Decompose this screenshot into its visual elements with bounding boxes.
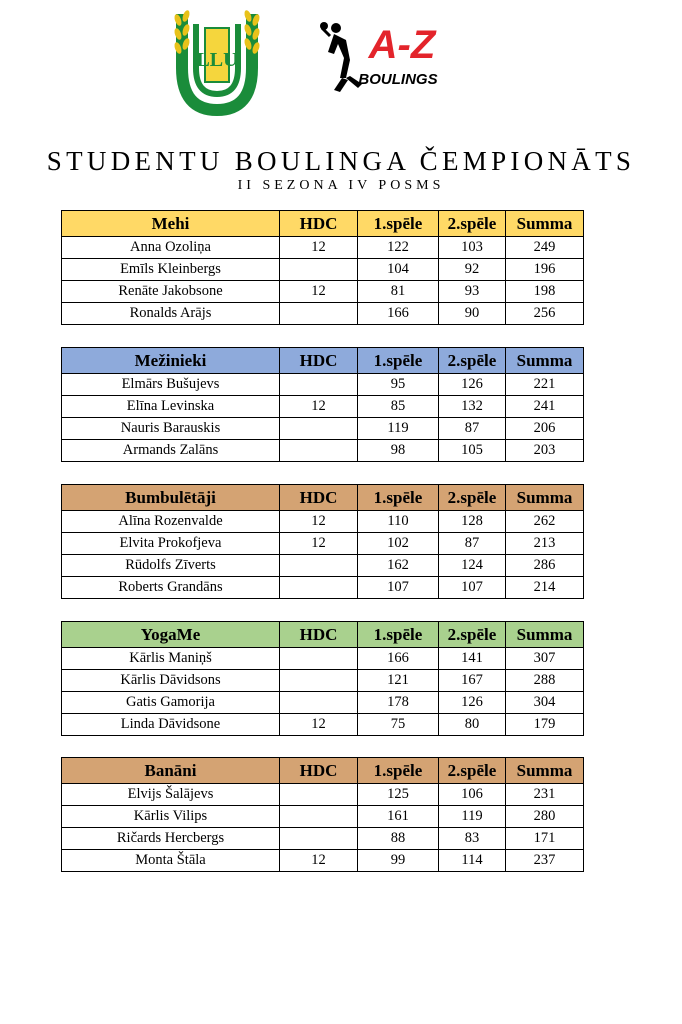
player-sum: 206 [506, 418, 584, 440]
team-name: YogaMe [62, 622, 280, 648]
player-game1: 75 [358, 714, 439, 736]
game2-header: 2.spēle [439, 485, 506, 511]
player-name: Rūdolfs Zīverts [62, 555, 280, 577]
player-hdc [280, 806, 358, 828]
player-hdc: 12 [280, 533, 358, 555]
player-hdc: 12 [280, 281, 358, 303]
hdc-header: HDC [280, 211, 358, 237]
player-hdc [280, 374, 358, 396]
sum-header: Summa [506, 622, 584, 648]
table-row [62, 511, 584, 533]
team-table-mehi [61, 210, 584, 325]
svg-text:BOULINGS: BOULINGS [358, 71, 438, 88]
player-game1: 166 [358, 303, 439, 325]
player-hdc [280, 670, 358, 692]
player-game2: 167 [439, 670, 506, 692]
player-game2: 126 [439, 692, 506, 714]
player-game1: 95 [358, 374, 439, 396]
table-row [62, 237, 584, 259]
player-hdc [280, 303, 358, 325]
player-hdc: 12 [280, 850, 358, 872]
table-row [62, 714, 584, 736]
table-row [62, 374, 584, 396]
player-game1: 99 [358, 850, 439, 872]
player-sum: 214 [506, 577, 584, 599]
table-row [62, 259, 584, 281]
player-game2: 141 [439, 648, 506, 670]
sum-header: Summa [506, 211, 584, 237]
player-name: Elmārs Bušujevs [62, 374, 280, 396]
game2-header: 2.spēle [439, 348, 506, 374]
hdc-header: HDC [280, 758, 358, 784]
player-hdc: 12 [280, 237, 358, 259]
player-game1: 85 [358, 396, 439, 418]
player-name: Renāte Jakobsone [62, 281, 280, 303]
player-name: Kārlis Maniņš [62, 648, 280, 670]
player-sum: 241 [506, 396, 584, 418]
team-table-bumbuletaji [61, 484, 584, 599]
team-table-banani [61, 757, 584, 872]
player-hdc [280, 259, 358, 281]
table-row [62, 555, 584, 577]
player-sum: 221 [506, 374, 584, 396]
sum-header: Summa [506, 485, 584, 511]
player-sum: 262 [506, 511, 584, 533]
player-game2: 90 [439, 303, 506, 325]
player-hdc: 12 [280, 714, 358, 736]
game1-header: 1.spēle [358, 348, 439, 374]
team-header-row [62, 622, 584, 648]
player-name: Armands Zalāns [62, 440, 280, 462]
player-sum: 213 [506, 533, 584, 555]
player-name: Linda Dāvidsone [62, 714, 280, 736]
player-sum: 237 [506, 850, 584, 872]
player-game2: 87 [439, 418, 506, 440]
player-game2: 80 [439, 714, 506, 736]
page-subtitle: II SEZONA IV POSMS [237, 178, 445, 193]
player-hdc [280, 440, 358, 462]
hdc-header: HDC [280, 348, 358, 374]
player-game1: 88 [358, 828, 439, 850]
game2-header: 2.spēle [439, 211, 506, 237]
player-game1: 107 [358, 577, 439, 599]
player-hdc [280, 692, 358, 714]
player-game1: 162 [358, 555, 439, 577]
team-header-row [62, 758, 584, 784]
table-row [62, 440, 584, 462]
player-sum: 307 [506, 648, 584, 670]
player-name: Elīna Levinska [62, 396, 280, 418]
player-hdc [280, 828, 358, 850]
player-game1: 121 [358, 670, 439, 692]
team-name: Bumbulētāji [62, 485, 280, 511]
player-name: Monta Štāla [62, 850, 280, 872]
player-game1: 110 [358, 511, 439, 533]
team-header-row [62, 211, 584, 237]
hdc-header: HDC [280, 622, 358, 648]
player-hdc [280, 648, 358, 670]
sum-header: Summa [506, 758, 584, 784]
player-name: Nauris Barauskis [62, 418, 280, 440]
player-sum: 280 [506, 806, 584, 828]
player-name: Elvita Prokofjeva [62, 533, 280, 555]
table-row [62, 281, 584, 303]
game1-header: 1.spēle [358, 211, 439, 237]
player-sum: 249 [506, 237, 584, 259]
player-game2: 107 [439, 577, 506, 599]
page-title: STUDENTU BOULINGA ČEMPIONĀTS [46, 146, 636, 176]
table-row [62, 670, 584, 692]
player-name: Ričards Hercbergs [62, 828, 280, 850]
player-hdc [280, 418, 358, 440]
player-game1: 166 [358, 648, 439, 670]
player-game2: 128 [439, 511, 506, 533]
team-name: Mehi [62, 211, 280, 237]
table-row [62, 418, 584, 440]
table-row [62, 850, 584, 872]
player-game1: 122 [358, 237, 439, 259]
team-name: Banāni [62, 758, 280, 784]
player-game1: 102 [358, 533, 439, 555]
table-row [62, 828, 584, 850]
player-hdc: 12 [280, 396, 358, 418]
player-name: Anna Ozoliņa [62, 237, 280, 259]
player-game1: 81 [358, 281, 439, 303]
player-name: Kārlis Vilips [62, 806, 280, 828]
player-name: Gatis Gamorija [62, 692, 280, 714]
team-name: Mežinieki [62, 348, 280, 374]
player-name: Roberts Grandāns [62, 577, 280, 599]
svg-text:A-Z: A-Z [368, 23, 436, 67]
az-boulings-logo [320, 18, 460, 96]
player-hdc [280, 555, 358, 577]
logos-area [0, 0, 682, 130]
player-sum: 196 [506, 259, 584, 281]
table-row [62, 648, 584, 670]
player-sum: 304 [506, 692, 584, 714]
game1-header: 1.spēle [358, 622, 439, 648]
table-row [62, 533, 584, 555]
player-hdc: 12 [280, 511, 358, 533]
player-game2: 132 [439, 396, 506, 418]
game1-header: 1.spēle [358, 485, 439, 511]
player-sum: 179 [506, 714, 584, 736]
table-row [62, 396, 584, 418]
player-game1: 161 [358, 806, 439, 828]
player-sum: 231 [506, 784, 584, 806]
player-name: Emīls Kleinbergs [62, 259, 280, 281]
player-game2: 105 [439, 440, 506, 462]
svg-text:LLU: LLU [196, 49, 238, 71]
player-sum: 256 [506, 303, 584, 325]
player-game1: 125 [358, 784, 439, 806]
game2-header: 2.spēle [439, 758, 506, 784]
team-table-yogame [61, 621, 584, 736]
llu-logo [172, 6, 262, 118]
player-game2: 93 [439, 281, 506, 303]
player-hdc [280, 577, 358, 599]
player-game2: 126 [439, 374, 506, 396]
player-hdc [280, 784, 358, 806]
player-game2: 92 [439, 259, 506, 281]
player-name: Alīna Rozenvalde [62, 511, 280, 533]
table-row [62, 806, 584, 828]
sum-header: Summa [506, 348, 584, 374]
table-row [62, 577, 584, 599]
player-game2: 114 [439, 850, 506, 872]
game2-header: 2.spēle [439, 622, 506, 648]
player-game2: 87 [439, 533, 506, 555]
player-sum: 286 [506, 555, 584, 577]
table-row [62, 692, 584, 714]
player-sum: 171 [506, 828, 584, 850]
player-game2: 83 [439, 828, 506, 850]
player-sum: 288 [506, 670, 584, 692]
player-name: Ronalds Arājs [62, 303, 280, 325]
game1-header: 1.spēle [358, 758, 439, 784]
team-table-mezinieki [61, 347, 584, 462]
player-game1: 104 [358, 259, 439, 281]
player-sum: 203 [506, 440, 584, 462]
table-row [62, 303, 584, 325]
table-row [62, 784, 584, 806]
team-header-row [62, 485, 584, 511]
player-name: Elvijs Šalājevs [62, 784, 280, 806]
player-sum: 198 [506, 281, 584, 303]
player-game2: 124 [439, 555, 506, 577]
player-game1: 119 [358, 418, 439, 440]
player-game2: 106 [439, 784, 506, 806]
player-game2: 103 [439, 237, 506, 259]
player-game1: 178 [358, 692, 439, 714]
player-game2: 119 [439, 806, 506, 828]
hdc-header: HDC [280, 485, 358, 511]
player-game1: 98 [358, 440, 439, 462]
team-header-row [62, 348, 584, 374]
player-name: Kārlis Dāvidsons [62, 670, 280, 692]
